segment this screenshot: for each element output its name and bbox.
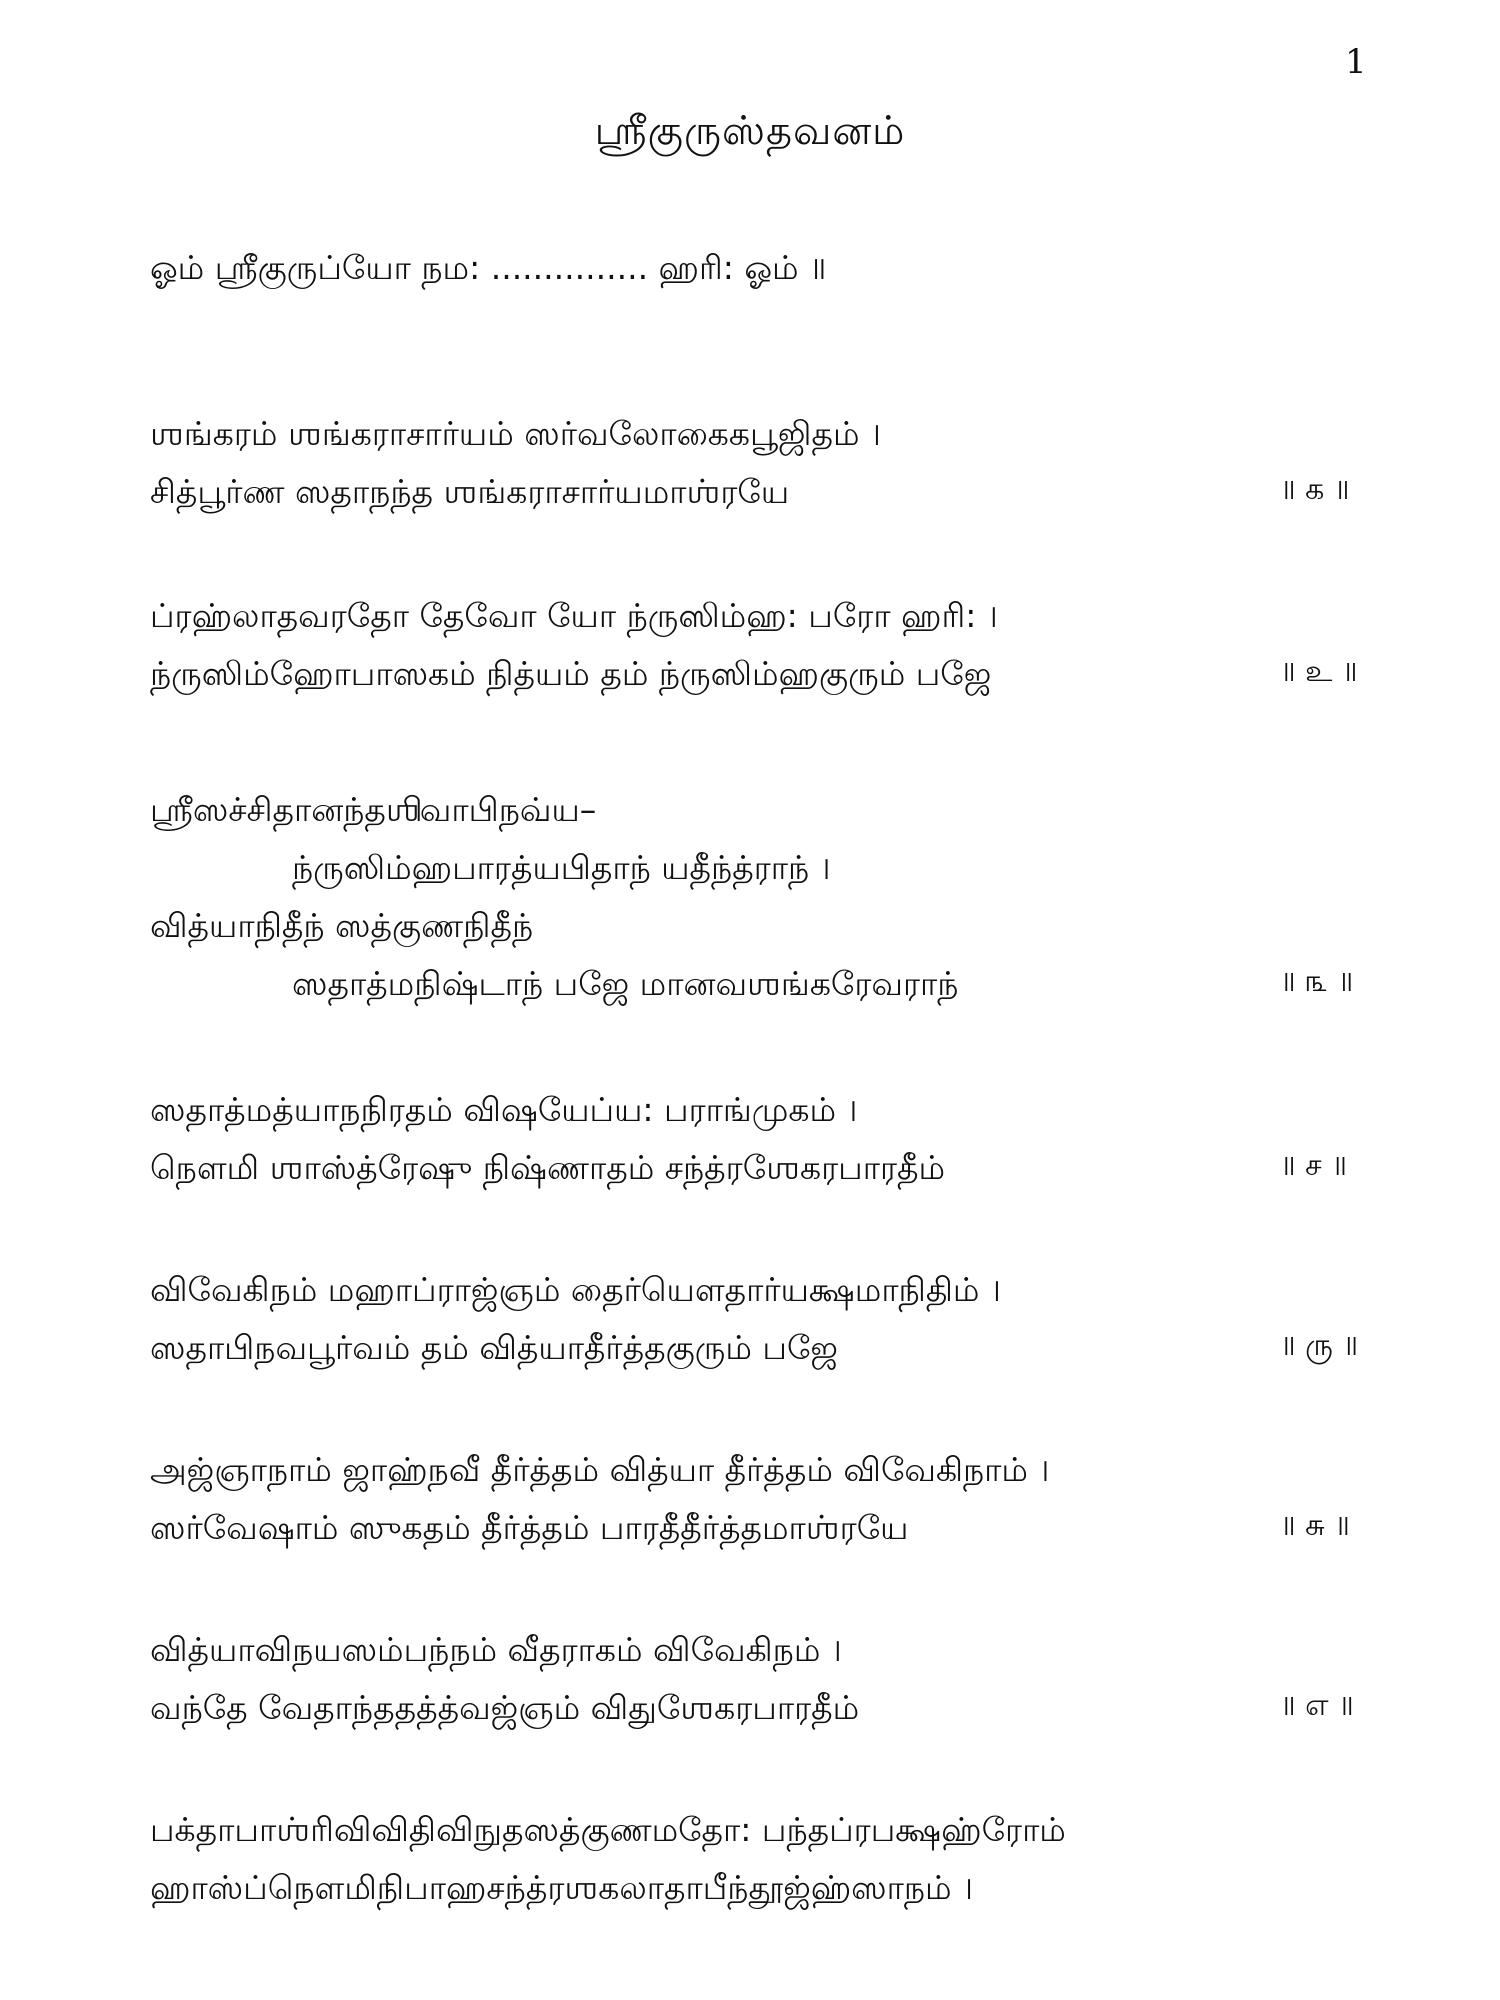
- verse-number: ॥ சு ॥: [1280, 1508, 1350, 1543]
- verse-line: நௌமி ஶாஸ்த்ரேஷு நிஷ்ணாதம் சந்த்ரஶேகரபாரதீம்: [150, 1148, 946, 1187]
- verse-line: ஹாஸ்ப்நௌமிநிபாஹசந்த்ரஶகலாதாபீந்தூஜ்ஹ்ஸாநம் ।: [150, 1868, 973, 1907]
- verse-line: ஸர்வேஷாம் ஸுகதம் தீர்த்தம் பாரதீதீர்த்தமாஶ்ரயே: [150, 1508, 909, 1547]
- verse-number: ॥ க ॥: [1280, 472, 1350, 507]
- verse-line: ந்ருஸிம்ஹோபாஸகம் நித்யம் தம் ந்ருஸிம்ஹகுரும் பஜே: [150, 654, 992, 693]
- verse-line: ஶங்கரம் ஶங்கராசார்யம் ஸர்வலோகைகபூஜிதம் ।: [150, 414, 881, 453]
- verse-line: ப்ரஹ்லாதவரதோ தேவோ யோ ந்ருஸிம்ஹ: பரோ ஹரி: ।: [150, 596, 998, 635]
- verse-number: ॥ உ ॥: [1280, 654, 1358, 689]
- verse-line: ஸதாபிநவபூர்வம் தம் வித்யாதீர்த்தகுரும் பஜே: [150, 1328, 838, 1367]
- verse-line: ஸதாத்மநிஷ்டாந் பஜே மானவஶங்கரேவராந்: [292, 964, 959, 1003]
- verse-line: ந்ருஸிம்ஹபாரத்யபிதாந் யதீந்த்ராந் ।: [292, 848, 831, 887]
- verse-number: ॥ எ ॥: [1280, 1688, 1354, 1723]
- verse-line: பக்தாபாஶ்ரிவிவிதிவிநுதஸத்குணமதோ: பந்தப்ரபக்ஷஹ்ரோம்: [150, 1810, 1066, 1849]
- verse-line: ஸதாத்மத்யாநநிரதம் விஷயேப்ய: பராங்முகம் ।: [150, 1090, 858, 1129]
- page-number: 1: [1345, 42, 1367, 82]
- verse-number: ॥ ச ॥: [1280, 1148, 1347, 1183]
- invocation-line: ஓம் ஶ்ரீகுருப்யோ நம: ............... ஹரி: ஓம் ॥: [150, 248, 827, 287]
- verse-line: வித்யாவிநயஸம்பந்நம் வீதராகம் விவேகிநம் ।: [150, 1630, 842, 1669]
- verse-number: ॥ ௩ ॥: [1280, 964, 1354, 999]
- verse-line: வித்யாநிதீந் ஸத்குணநிதீந்: [150, 906, 534, 945]
- verse-line: சித்பூர்ண ஸதாநந்த ஶங்கராசார்யமாஶ்ரயே: [150, 472, 790, 511]
- verse-number: ॥ ரு ॥: [1280, 1328, 1359, 1363]
- verse-line: வந்தே வேதாந்ததத்த்வஜ்ஞம் விதுஶேகரபாரதீம்: [150, 1688, 860, 1727]
- verse-line: அஜ்ஞாநாம் ஜாஹ்நவீ தீர்த்தம் வித்யா தீர்த்தம் விவேகிநாம் ।: [150, 1450, 1050, 1489]
- verse-line: விவேகிநம் மஹாப்ராஜ்ஞம் தைர்யௌதார்யக்ஷமாநிதிம் ।: [150, 1270, 1001, 1309]
- page-title: ஶ்ரீகுருஸ்தவனம்: [594, 108, 906, 154]
- verse-line: ஶ்ரீஸச்சிதானந்தஶிவாபிநவ்ய–: [150, 790, 597, 829]
